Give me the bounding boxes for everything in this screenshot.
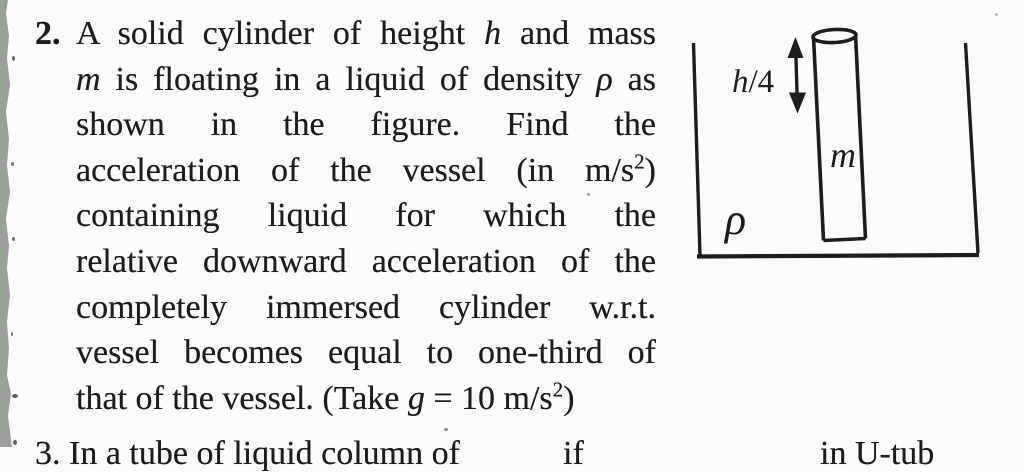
text-segment: ρ (596, 60, 613, 98)
ink-speck (12, 56, 15, 61)
text-segment: vessel becomes equal to one-third of (76, 334, 656, 372)
text-segment: A solid cylinder of height (76, 15, 485, 52)
ink-speck (12, 394, 18, 398)
ink-speck (11, 332, 13, 336)
text-line (76, 285, 656, 331)
text-line (76, 57, 656, 103)
text-segment: ) (563, 379, 575, 417)
gap-arrow (788, 37, 807, 114)
text-segment: as (612, 60, 657, 98)
text-segment: acceleration of the vessel (in m/s (76, 151, 635, 189)
next-item-fragment (35, 435, 995, 472)
text-line (76, 102, 656, 148)
text-segment: shown in the figure. Find the (76, 106, 656, 144)
ink-speck (11, 162, 14, 166)
next-item-fragment-right: in U-tub (820, 435, 935, 472)
text-segment: ) (644, 151, 656, 189)
cylinder-right-edge (856, 35, 866, 239)
arrow-shaft (796, 52, 797, 98)
text-segment: and mass (501, 15, 656, 52)
next-item-fragment-mid: if (563, 435, 584, 472)
cylinder-left-edge (814, 37, 824, 241)
figure-vessel-cylinder (680, 0, 1024, 300)
vessel-right-wall (966, 43, 979, 253)
cylinder-top-ellipse (813, 28, 857, 43)
density-label: ρ (725, 195, 747, 244)
scan-edge-artifact (0, 0, 12, 447)
text-line (76, 11, 656, 57)
vessel-bottom (697, 255, 979, 257)
problem-text (76, 11, 656, 421)
text-line (76, 330, 656, 376)
gap-label (732, 64, 774, 100)
ink-speck (13, 440, 17, 445)
text-line (76, 239, 656, 285)
arrow-head-up-icon (788, 37, 804, 58)
text-segment: is floating in a liquid of density (100, 60, 597, 98)
vessel-left-wall (694, 43, 701, 256)
figure-labels (723, 64, 856, 244)
gap-label-frac: /4 (748, 64, 775, 100)
ink-speck (12, 237, 15, 241)
problem-number: 2. (35, 15, 61, 52)
text-segment: h (484, 15, 502, 52)
text-segment: m (76, 60, 101, 98)
text-segment: containing liquid for which the (76, 197, 656, 235)
mass-label: m (830, 135, 856, 175)
text-segment: that of the vessel. (Take (76, 379, 408, 417)
text-segment: 2 (634, 149, 645, 174)
text-segment: completely immersed cylinder w.r.t. (76, 288, 656, 326)
ink-speck (444, 428, 448, 431)
arrow-head-down-icon (789, 93, 806, 114)
next-item-fragment-left: 3. In a tube of liquid column of (35, 435, 460, 472)
gap-label-h: h (732, 64, 749, 100)
text-line (76, 148, 656, 194)
text-line (76, 376, 656, 422)
text-segment: 2 (552, 377, 564, 402)
text-segment: g (407, 379, 425, 417)
text-line (76, 193, 656, 239)
text-segment: relative downward acceleration of the (76, 242, 656, 280)
cylinder-bottom-edge (824, 239, 866, 241)
text-segment: = 10 m/s (424, 379, 553, 417)
